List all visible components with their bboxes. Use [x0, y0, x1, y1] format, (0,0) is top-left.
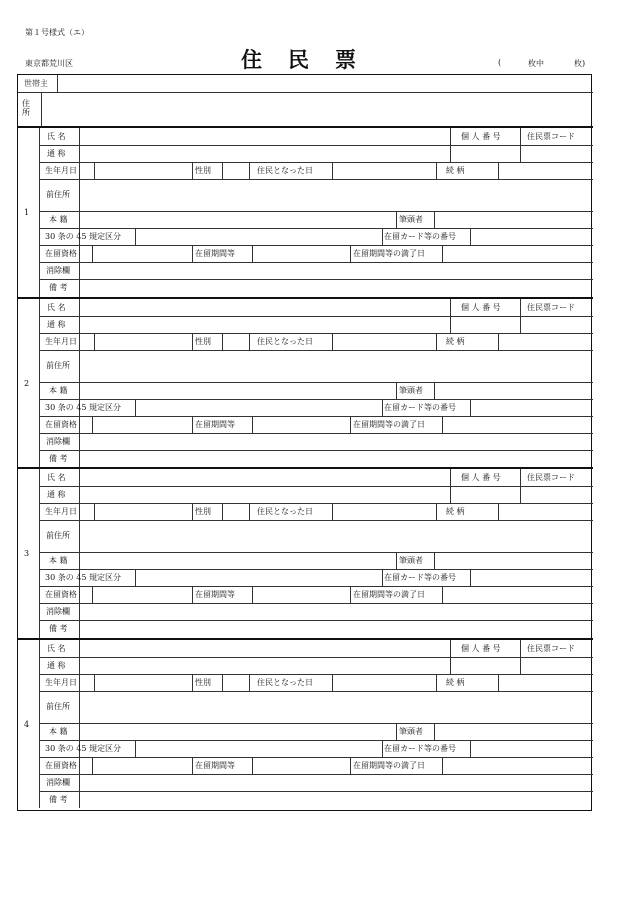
period-expiry-label: 在留期間等の満了日 — [353, 419, 425, 429]
sheet-of-label: 枚中 — [528, 59, 544, 68]
article-30-45-label: 30 条の 45 規定区分 — [45, 232, 121, 241]
resident-code-label: 住民票コード — [527, 643, 575, 653]
alias-label: 通 称 — [47, 660, 66, 670]
municipality: 東京都荒川区 — [25, 59, 73, 68]
gender-field[interactable] — [223, 163, 248, 178]
remarks-label: 備 考 — [49, 794, 68, 804]
status-of-residence-label: 在留資格 — [45, 590, 77, 599]
relationship-field[interactable] — [499, 504, 592, 519]
status-of-residence-field[interactable] — [93, 417, 191, 432]
resident-code-label: 住民票コード — [527, 132, 575, 141]
head-of-domicile-field[interactable] — [435, 383, 592, 398]
head-of-domicile-field[interactable] — [435, 212, 592, 227]
remarks-field[interactable] — [80, 451, 592, 466]
name-field[interactable] — [80, 300, 449, 315]
residence-card-number-field[interactable] — [471, 229, 592, 244]
sheet-close: 枚) — [574, 59, 586, 68]
resident-code-field[interactable] — [521, 658, 592, 674]
article-30-45-label: 30 条の 45 規定区分 — [45, 743, 121, 753]
article-30-45-field[interactable] — [136, 400, 381, 415]
period-expiry-field[interactable] — [443, 417, 592, 432]
article-30-45-label: 30 条の 45 規定区分 — [45, 402, 121, 412]
gender-field[interactable] — [223, 334, 248, 349]
relationship-field[interactable] — [499, 163, 592, 178]
gender-label: 性別 — [195, 336, 211, 346]
became-resident-label: 住民となった日 — [257, 336, 313, 346]
deletion-field[interactable] — [80, 263, 592, 278]
registered-domicile-field[interactable] — [80, 212, 395, 227]
remarks-label: 備 考 — [49, 283, 68, 292]
residence-card-number-label: 在留カード等の番号 — [384, 743, 456, 753]
registered-domicile-label: 本 籍 — [49, 556, 68, 565]
deletion-field[interactable] — [80, 604, 592, 619]
period-of-stay-field[interactable] — [253, 758, 349, 773]
head-of-domicile-field[interactable] — [435, 553, 592, 568]
registered-domicile-label: 本 籍 — [49, 385, 68, 395]
head-of-domicile-field[interactable] — [435, 724, 592, 739]
previous-address-label: 前住所 — [46, 360, 70, 370]
status-of-residence-label: 在留資格 — [45, 419, 77, 429]
residence-card-number-label: 在留カード等の番号 — [384, 232, 456, 241]
individual-number-field[interactable] — [451, 658, 519, 674]
period-of-stay-label: 在留期間等 — [195, 590, 235, 599]
deletion-field[interactable] — [80, 775, 592, 790]
status-of-residence-label: 在留資格 — [45, 249, 77, 258]
became-resident-label: 住民となった日 — [257, 677, 313, 687]
period-expiry-field[interactable] — [443, 758, 592, 773]
previous-address-label: 前住所 — [46, 531, 70, 540]
previous-address-field[interactable] — [80, 180, 592, 211]
deletion-label: 消除欄 — [46, 607, 70, 616]
period-of-stay-field[interactable] — [253, 587, 349, 602]
birth-date-field[interactable] — [95, 334, 191, 349]
period-expiry-field[interactable] — [443, 246, 592, 261]
became-resident-date-field[interactable] — [333, 163, 435, 178]
alias-field[interactable] — [80, 487, 449, 502]
relationship-field[interactable] — [499, 334, 592, 349]
birth-date-label: 生年月日 — [45, 336, 77, 346]
registered-domicile-field[interactable] — [80, 724, 395, 739]
article-30-45-label: 30 条の 45 規定区分 — [45, 573, 121, 582]
remarks-label: 備 考 — [49, 453, 68, 463]
gender-field[interactable] — [223, 675, 248, 690]
relationship-label: 続 柄 — [446, 166, 465, 175]
previous-address-field[interactable] — [80, 351, 592, 382]
name-label: 氏 名 — [47, 473, 66, 482]
article-30-45-field[interactable] — [136, 570, 381, 585]
remarks-field[interactable] — [80, 792, 592, 807]
period-expiry-label: 在留期間等の満了日 — [353, 590, 425, 599]
individual-number-field[interactable] — [451, 487, 519, 503]
remarks-label: 備 考 — [49, 624, 68, 633]
head-of-domicile-label: 筆頭者 — [399, 726, 423, 736]
sheet-open: ( — [498, 58, 502, 67]
remarks-field[interactable] — [80, 280, 592, 295]
registered-domicile-field[interactable] — [80, 383, 395, 398]
name-field[interactable] — [80, 129, 449, 144]
head-of-domicile-label: 筆頭者 — [399, 385, 423, 395]
alias-label: 通 称 — [47, 149, 66, 158]
registered-domicile-label: 本 籍 — [49, 726, 68, 736]
registered-domicile-label: 本 籍 — [49, 215, 68, 224]
form-number: 第１号様式（エ） — [25, 28, 89, 37]
household-head-field[interactable] — [58, 76, 592, 91]
alias-field[interactable] — [80, 658, 449, 673]
individual-number-label: 個 人 番 号 — [461, 473, 501, 482]
address-field[interactable] — [42, 93, 592, 125]
previous-address-label: 前住所 — [46, 701, 70, 711]
period-of-stay-label: 在留期間等 — [195, 760, 235, 770]
residence-card-number-label: 在留カード等の番号 — [384, 402, 456, 412]
birth-date-field[interactable] — [95, 163, 191, 178]
resident-code-field[interactable] — [521, 146, 592, 162]
resident-code-label: 住民票コード — [527, 473, 575, 482]
individual-number-field[interactable] — [451, 146, 519, 162]
name-label: 氏 名 — [47, 132, 66, 141]
name-label: 氏 名 — [47, 302, 66, 312]
relationship-label: 続 柄 — [446, 507, 465, 516]
individual-number-label: 個 人 番 号 — [461, 302, 501, 312]
deletion-label: 消除欄 — [46, 777, 70, 787]
residence-card-number-label: 在留カード等の番号 — [384, 573, 456, 582]
head-of-domicile-label: 筆頭者 — [399, 556, 423, 565]
person-number: 3 — [24, 549, 30, 558]
status-of-residence-field[interactable] — [93, 246, 191, 261]
residence-card-number-field[interactable] — [471, 741, 592, 756]
birth-date-label: 生年月日 — [45, 677, 77, 687]
relationship-label: 続 柄 — [446, 677, 465, 687]
previous-address-label: 前住所 — [46, 190, 70, 199]
name-field[interactable] — [80, 470, 449, 485]
household-head-label: 世帯主 — [24, 79, 48, 88]
resident-code-field[interactable] — [521, 317, 592, 333]
individual-number-field[interactable] — [451, 317, 519, 333]
person-number: 4 — [24, 719, 30, 729]
resident-code-field[interactable] — [521, 487, 592, 503]
head-of-domicile-label: 筆頭者 — [399, 215, 423, 224]
individual-number-label: 個 人 番 号 — [461, 132, 501, 141]
article-30-45-field[interactable] — [136, 741, 381, 756]
birth-date-field[interactable] — [95, 675, 191, 690]
alias-label: 通 称 — [47, 319, 66, 329]
address-label: 住所 — [22, 99, 30, 117]
status-of-residence-field[interactable] — [93, 587, 191, 602]
birth-date-label: 生年月日 — [45, 507, 77, 516]
alias-field[interactable] — [80, 146, 449, 161]
previous-address-field[interactable] — [80, 521, 592, 552]
name-field[interactable] — [80, 641, 449, 656]
deletion-label: 消除欄 — [46, 436, 70, 446]
became-resident-label: 住民となった日 — [257, 166, 313, 175]
relationship-label: 続 柄 — [446, 336, 465, 346]
individual-number-label: 個 人 番 号 — [461, 643, 501, 653]
period-of-stay-field[interactable] — [253, 417, 349, 432]
period-expiry-label: 在留期間等の満了日 — [353, 249, 425, 258]
became-resident-date-field[interactable] — [333, 675, 435, 690]
remarks-field[interactable] — [80, 621, 592, 636]
status-of-residence-label: 在留資格 — [45, 760, 77, 770]
registered-domicile-field[interactable] — [80, 553, 395, 568]
status-of-residence-field[interactable] — [93, 758, 191, 773]
person-number: 1 — [24, 208, 30, 217]
period-of-stay-label: 在留期間等 — [195, 419, 235, 429]
relationship-field[interactable] — [499, 675, 592, 690]
document-title: 住民票 — [241, 47, 382, 72]
period-of-stay-label: 在留期間等 — [195, 249, 235, 258]
residence-card-number-field[interactable] — [471, 570, 592, 585]
residence-card-number-field[interactable] — [471, 400, 592, 415]
became-resident-label: 住民となった日 — [257, 507, 313, 516]
gender-field[interactable] — [223, 504, 248, 519]
gender-label: 性別 — [195, 507, 211, 516]
resident-code-label: 住民票コード — [527, 302, 575, 312]
alias-field[interactable] — [80, 317, 449, 332]
period-expiry-label: 在留期間等の満了日 — [353, 760, 425, 770]
alias-label: 通 称 — [47, 490, 66, 499]
period-of-stay-field[interactable] — [253, 246, 349, 261]
previous-address-field[interactable] — [80, 692, 592, 723]
gender-label: 性別 — [195, 166, 211, 175]
name-label: 氏 名 — [47, 643, 66, 653]
became-resident-date-field[interactable] — [333, 504, 435, 519]
deletion-label: 消除欄 — [46, 266, 70, 275]
deletion-field[interactable] — [80, 434, 592, 449]
gender-label: 性別 — [195, 677, 211, 687]
birth-date-field[interactable] — [95, 504, 191, 519]
birth-date-label: 生年月日 — [45, 166, 77, 175]
article-30-45-field[interactable] — [136, 229, 381, 244]
person-number: 2 — [24, 378, 30, 388]
became-resident-date-field[interactable] — [333, 334, 435, 349]
period-expiry-field[interactable] — [443, 587, 592, 602]
resident-record-form — [17, 74, 592, 811]
